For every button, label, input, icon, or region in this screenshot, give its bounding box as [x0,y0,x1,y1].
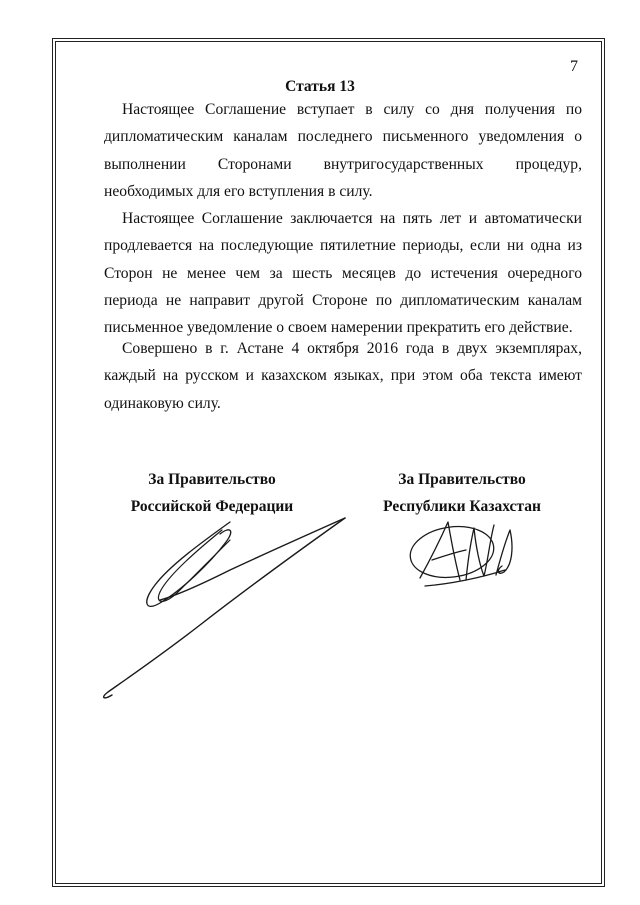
paragraph-text: Совершено в г. Астане 4 октября 2016 года в двух экземплярах, каждый на русском и казахском языках, при этом оба текста имеют одинаковую силу. [104,340,582,412]
article-title: Статья 13 [285,78,355,95]
paragraph-text: Настоящее Соглашение заключается на пять лет и автоматически продлевается на последующие пятилетние периоды, если ни одна из Сторон не менее чем за шесть месяцев до истечения очередного периода не направит другой Стороне по дипломатическим каналам письменное уведомление о своем намерении прекратить его действие. [104,210,582,337]
signature-russia [104,518,345,698]
signatory-russia-line1: За Правительство [148,471,276,488]
signature-kazakhstan [407,521,512,586]
page-number: 7 [570,58,578,75]
signatory-russia-line2: Российской Федерации [130,498,294,515]
signatory-kazakhstan-line2: Республики Казахстан [383,498,541,515]
paragraph-text: Настоящее Соглашение вступает в силу со дня получения по дипломатическим каналам последнего письменного уведомления о выполнении Сторонами внутригосударственных процедур, необходимых для его вступления в силу. [104,101,582,200]
signatory-kazakhstan-line1: За Правительство [398,471,526,488]
